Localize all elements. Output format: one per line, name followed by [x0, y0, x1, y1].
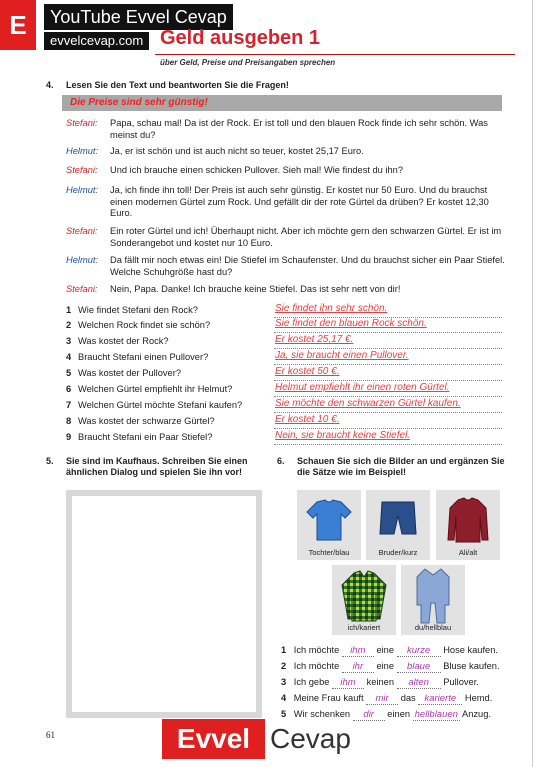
question-row — [66, 384, 502, 398]
chapter-title: Geld ausgeben 1 — [160, 27, 321, 49]
question-number: 3 — [66, 336, 72, 346]
answer-blank[interactable]: kurze — [397, 645, 441, 657]
speaker-name: Stefani: — [66, 118, 98, 128]
sentence-text: eine — [376, 661, 395, 671]
answer-blank[interactable]: alten — [397, 677, 441, 689]
speaker-name: Helmut: — [66, 146, 99, 156]
sentence-text: Meine Frau kauft — [293, 693, 364, 703]
answer-line — [274, 428, 502, 429]
sentence-number: 3 — [281, 677, 287, 687]
site-url: evvelcevap.com — [44, 32, 149, 50]
dialogue-writing-area[interactable] — [72, 496, 256, 712]
picture-caption: Tochter/blau — [308, 548, 350, 557]
question-number: 1 — [66, 305, 72, 315]
sentence-number: 4 — [281, 693, 287, 703]
sentence-text: Ich möchte — [293, 645, 340, 655]
picture-caption: ich/kariert — [347, 623, 381, 632]
picture-pullover — [436, 490, 500, 560]
task5-number: 5. — [46, 456, 54, 466]
task4-number: 4. — [46, 80, 54, 90]
sentence-text: Hemd. — [464, 693, 493, 703]
answer-line — [274, 348, 502, 349]
question-text: Braucht Stefani ein Paar Stiefel? — [78, 432, 213, 442]
answer-line — [274, 396, 502, 397]
page-edge — [532, 0, 533, 767]
dialogue-text: Da fällt mir noch etwas ein! Die Stiefel im Schaufenster. Und du brauchst sicher ein Paar Stiefel. Welche Schuhgröße hast du? — [110, 255, 505, 277]
speaker-name: Stefani: — [66, 226, 98, 236]
question-number: 7 — [66, 400, 72, 410]
answer-blank[interactable]: mir — [366, 693, 398, 705]
footer-brand-left: Evvel — [162, 719, 265, 759]
question-row — [66, 336, 502, 350]
youtube-channel-label: YouTube Evvel Cevap — [44, 4, 233, 30]
header-divider — [155, 54, 515, 55]
task5-instruction: Sie sind im Kaufhaus. Schreiben Sie einen ähnlichen Dialog und spielen Sie ihn vor! — [66, 456, 248, 477]
question-number: 5 — [66, 368, 72, 378]
picture-caption: Ali/alt — [458, 548, 478, 557]
question-text: Wie findet Stefani den Rock? — [78, 305, 198, 315]
answer-text[interactable]: Ja, sie braucht einen Pullover. — [275, 350, 409, 361]
fill-in-sentence — [281, 693, 492, 707]
question-number: 6 — [66, 384, 72, 394]
suit-icon — [401, 565, 465, 625]
sentence-text: Ich gebe — [293, 677, 330, 687]
answer-line — [274, 364, 502, 365]
question-row — [66, 400, 502, 414]
sentence-number: 2 — [281, 661, 287, 671]
question-text: Was kostet der Pullover? — [78, 368, 181, 378]
picture-shirt — [332, 565, 396, 635]
pullover-icon — [436, 490, 500, 550]
question-row — [66, 352, 502, 366]
sentence-text: Pullover. — [443, 677, 479, 687]
dialogue-text: Ja, ich finde ihn toll! Der Preis ist auch sehr günstig. Er kostet nur 50 Euro. Und du brauchst einen modernen Gürtel zum Rock. Und gefällt dir der rote Gürtel da drüben? Er kostet 12,30 Euro. — [110, 185, 489, 218]
speaker-name: Stefani: — [66, 284, 98, 294]
sentence-text: Wir schenken — [293, 709, 351, 719]
sentence-text: das — [400, 693, 416, 703]
dialogue-text: Ja, er ist schön und ist auch nicht so teuer, kostet 25,17 Euro. — [110, 146, 364, 156]
sentence-text: Anzug. — [462, 709, 491, 719]
sentence-text: einen — [387, 709, 411, 719]
task6-number: 6. — [277, 456, 285, 466]
answer-blank[interactable]: ihr — [342, 661, 374, 673]
answer-blank[interactable]: ihm — [332, 677, 364, 689]
fill-in-sentence — [281, 645, 498, 659]
answer-line — [274, 444, 502, 445]
dialogue-text: Ein roter Gürtel und ich! Überhaupt nicht. Aber ich möchte gern den schwarzen Gürtel. Er ist im Sonderangebot und kostet nur 10 Euro. — [110, 226, 502, 248]
sentence-text: Hose kaufen. — [443, 645, 498, 655]
sentence-text: eine — [376, 645, 395, 655]
question-number: 2 — [66, 320, 72, 330]
question-text: Was kostet der Rock? — [78, 336, 169, 346]
answer-blank[interactable]: dir — [353, 709, 385, 721]
fill-in-sentence — [281, 677, 479, 691]
dialogue-text: Papa, schau mal! Da ist der Rock. Er ist toll und den blauen Rock finde ich sehr schön. Was meinst du? — [110, 118, 488, 140]
answer-text[interactable]: Er kostet 50 €. — [275, 366, 340, 377]
task4-instruction: Lesen Sie den Text und beantworten Sie die Fragen! — [66, 80, 289, 90]
answer-line — [274, 380, 502, 381]
question-row — [66, 320, 502, 334]
question-number: 4 — [66, 352, 72, 362]
question-text: Welchen Gürtel möchte Stefani kaufen? — [78, 400, 243, 410]
question-text: Braucht Stefani einen Pullover? — [78, 352, 209, 362]
task6-instruction: Schauen Sie sich die Bilder an und ergänzen Sie die Sätze wie im Beispiel! — [297, 456, 505, 477]
question-text: Welchen Gürtel empfiehlt ihr Helmut? — [78, 384, 233, 394]
speaker-name: Helmut: — [66, 255, 99, 265]
answer-text[interactable]: Sie findet den blauen Rock schön. — [275, 318, 427, 329]
answer-text[interactable]: Helmut empfiehlt ihr einen roten Gürtel. — [275, 382, 450, 393]
picture-caption: du/hellblau — [414, 623, 452, 632]
answer-blank[interactable]: ihm — [342, 645, 374, 657]
picture-caption: Bruder/kurz — [378, 548, 418, 557]
answer-text[interactable]: Nein, sie braucht keine Stiefel. — [275, 430, 411, 441]
picture-blouse — [297, 490, 361, 560]
answer-text[interactable]: Sie findet ihn sehr schön. — [275, 303, 388, 314]
question-text: Welchen Rock findet sie schön? — [78, 320, 211, 330]
speaker-name: Stefani: — [66, 165, 98, 175]
question-number: 8 — [66, 416, 72, 426]
answer-line — [274, 412, 502, 413]
speaker-name: Helmut: — [66, 185, 99, 195]
sentence-text: keinen — [366, 677, 395, 687]
answer-blank[interactable]: hellblauen — [414, 709, 458, 720]
picture-suit — [401, 565, 465, 635]
answer-text[interactable]: Sie möchte den schwarzen Gürtel kaufen. — [275, 398, 461, 409]
checked-shirt-icon — [332, 565, 396, 625]
question-number: 9 — [66, 432, 72, 442]
blouse-icon — [297, 490, 361, 550]
dialogue-text: Und ich brauche einen schicken Pullover. Sieh mal! Wie findest du ihn? — [110, 165, 404, 175]
dialogue-title: Die Preise sind sehr günstig! — [70, 97, 208, 108]
dialogue-text: Nein, Papa. Danke! Ich brauche keine Stiefel. Das ist sehr nett von dir! — [110, 284, 401, 294]
brand-logo: E — [0, 0, 36, 50]
question-row — [66, 305, 502, 319]
chapter-subtitle: über Geld, Preise und Preisangaben sprechen — [160, 58, 336, 67]
question-row — [66, 416, 502, 430]
answer-text[interactable]: Er kostet 10 €. — [275, 414, 340, 425]
answer-blank[interactable]: blaue — [397, 661, 441, 673]
fill-in-sentence — [281, 661, 500, 675]
page-number: 61 — [46, 730, 55, 740]
sentence-number: 1 — [281, 645, 287, 655]
question-text: Was kostet der schwarze Gürtel? — [78, 416, 215, 426]
sentence-text: Ich möchte — [293, 661, 340, 671]
answer-text[interactable]: Er kostet 25,17 €. — [275, 334, 354, 345]
question-row — [66, 368, 502, 382]
picture-shorts — [366, 490, 430, 560]
question-row — [66, 432, 502, 446]
answer-blank[interactable]: karierte — [418, 693, 462, 705]
sentence-text: Bluse kaufen. — [443, 661, 500, 671]
answer-line — [274, 332, 502, 333]
shorts-icon — [366, 490, 430, 550]
sentence-number: 5 — [281, 709, 287, 719]
footer-brand-right: Cevap — [270, 723, 351, 754]
